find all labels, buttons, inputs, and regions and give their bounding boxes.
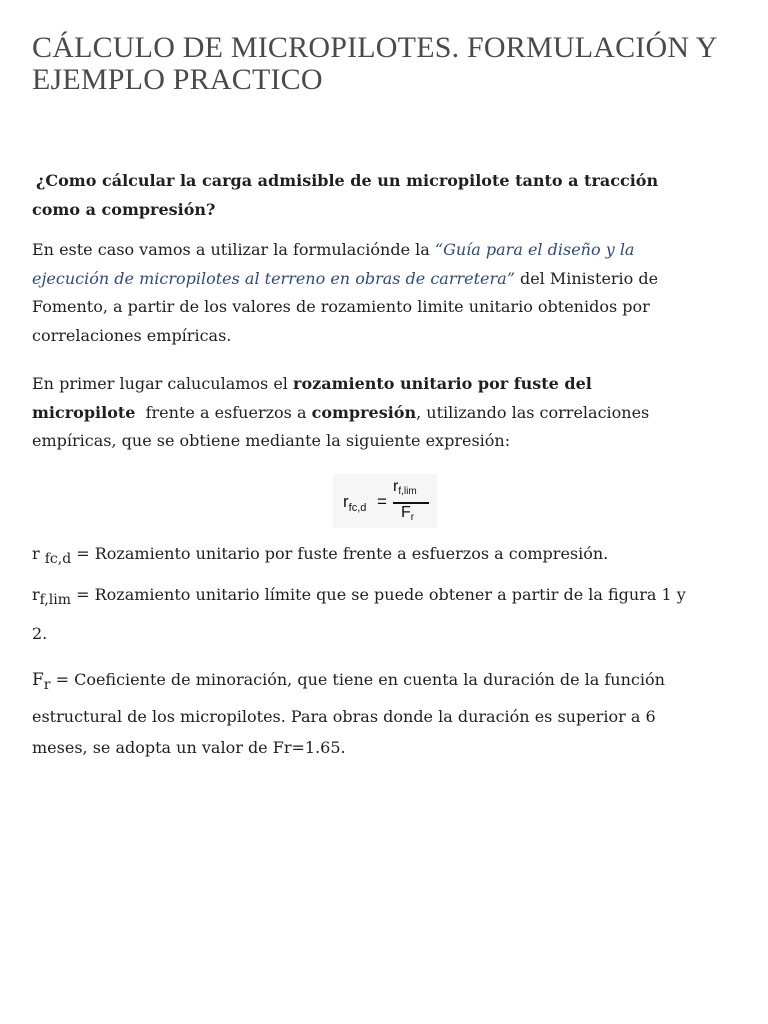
method-line-2 [32,399,738,428]
definition-fr-line-3: meses, se adopta un valor de Fr=1.65. [32,738,346,757]
definition-fr-line-2: estructural de los micropilotes. Para obras donde la duración es superior a 6 [32,707,656,726]
intro-line-4: correlaciones empíricas. [32,325,232,345]
method-line-1 [32,370,738,399]
title-line-2: EJEMPLO PRACTICO [32,63,323,96]
definition-subscript: r [43,677,51,693]
formula-equals: = [377,492,387,511]
definitions [32,540,738,763]
definition-rfcd [32,540,738,573]
document-page [32,0,738,757]
definition-fr-line-1 [32,664,738,701]
intro-line-1 [32,236,738,265]
definition-text: = Rozamiento unitario por fuste frente a esfuerzos a compresión. [71,544,609,563]
method-text: frente a esfuerzos a [135,402,312,422]
formula-lhs-subscript: fc,d [348,502,367,514]
method-line-3: empíricas, que se obtiene mediante la siguiente expresión: [32,431,511,450]
method-bold-text: rozamiento unitario por fuste del [293,374,592,393]
definition-symbol: r [32,544,45,563]
definition-text: = Rozamiento unitario límite que se puede obtener a partir de la figura 1 y [71,585,686,604]
definition-text: = Coeficiente de minoración, que tiene en cuenta la duración de la función [50,670,665,689]
intro-line-3: Fomento, a partir de los valores de rozamiento limite unitario obtenidos por [32,297,650,316]
guide-link[interactable]: “Guía para el diseño y la [434,240,635,259]
question-heading [32,166,738,224]
formula-numerator [393,478,417,497]
formula-num-symbol: r [393,478,399,495]
title-line-1: CÁLCULO DE MICROPILOTES. FORMULACIÓN Y [32,31,718,64]
definition-symbol: F [32,670,44,690]
question-line-1: ¿Como cálcular la carga admisible de un micropilote tanto a tracción [36,171,659,190]
definition-symbol: r [32,585,40,604]
method-text: , utilizando las correlaciones [416,402,650,422]
formula-den-subscript: r [410,512,415,523]
method-bold-text: compresión [311,402,417,422]
intro-text: del Ministerio de [514,268,659,288]
method-paragraph [32,370,738,456]
intro-text: En este caso vamos a utilizar la formulaciónde la [32,240,435,259]
guide-link-continued[interactable]: ejecución de micropilotes al terreno en obras de carretera” [32,268,515,288]
intro-line-2 [32,265,738,294]
formula-num-subscript: f,lim [398,486,417,497]
definition-rflim [32,578,738,650]
page-title [32,32,738,96]
formula-lhs-symbol: r [343,492,349,511]
definition-rflim-line-1 [32,578,738,617]
formula-denominator [401,504,414,523]
formula-lhs [343,492,366,514]
definition-subscript: fc,d [44,551,72,567]
formula-image [333,474,437,528]
intro-paragraph [32,236,738,350]
method-bold-text: micropilote [32,402,136,422]
definition-rflim-line-2: 2. [32,624,48,643]
definition-subscript: f,lim [39,592,72,608]
formula-den-symbol: F [401,504,411,521]
friction-formula [333,474,437,528]
method-text: En primer lugar caluculamos el [32,374,294,393]
definition-fr [32,664,738,763]
question-line-2: como a compresión? [32,200,216,219]
